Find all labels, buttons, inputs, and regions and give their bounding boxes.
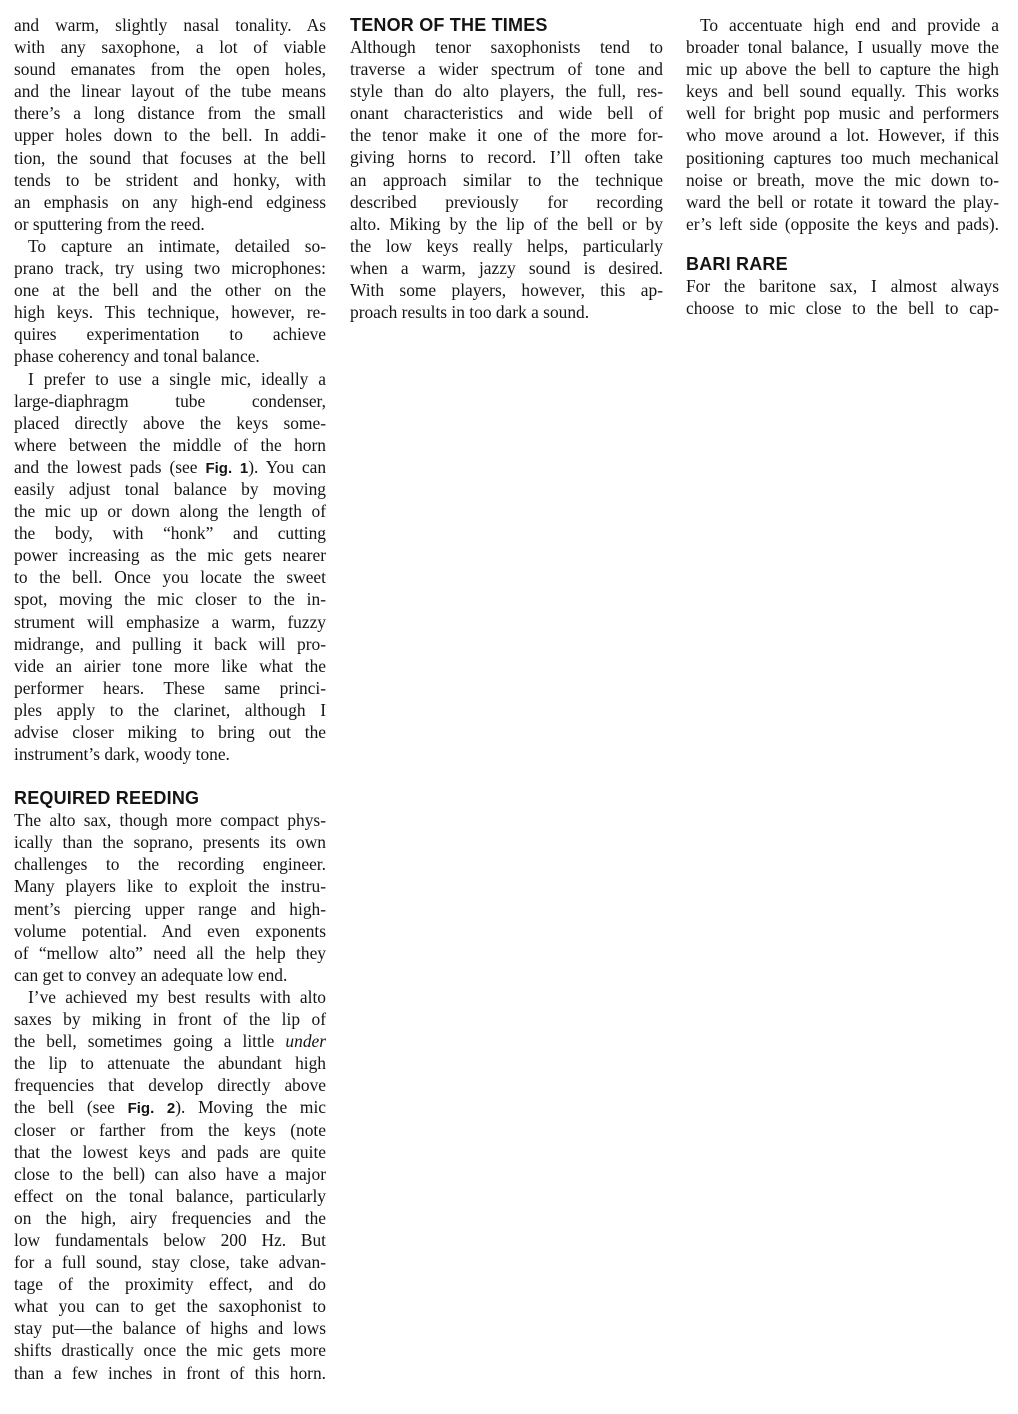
text-line: I prefer to use a single mic, ideally a — [28, 368, 326, 389]
text-line: choose to mic close to the bell to cap- — [686, 298, 999, 319]
text-line: noise or breath, move the mic down to- — [686, 169, 999, 190]
text-line: with any saxophone, a lot of viable — [14, 37, 326, 58]
text-line: Many players like to exploit the instru- — [14, 876, 326, 897]
text-line: performer hears. These same princi- — [14, 677, 326, 698]
text-line: an approach similar to the technique — [350, 169, 663, 190]
text-line: for a full sound, stay close, take advan- — [14, 1252, 326, 1273]
text-line: advise closer miking to bring out the — [14, 722, 326, 742]
text-line: upper holes down to the bell. In addi- — [14, 125, 326, 146]
text-line: one at the bell and the other on the — [14, 280, 326, 301]
text-run: ). You can — [248, 456, 327, 477]
figure-reference: Fig. 1 — [205, 459, 249, 477]
text-line: of “mellow alto” need all the help they — [14, 942, 326, 963]
text-line: ward the bell or rotate it toward the play- — [686, 191, 999, 212]
text-line: there’s a long distance from the small — [14, 103, 326, 124]
text-line: power increasing as the mic gets nearer — [14, 545, 326, 566]
text-line: volume potential. And even exponents — [14, 920, 326, 941]
text-line: Although tenor saxophonists tend to — [350, 37, 663, 57]
paragraph — [350, 36, 663, 323]
text-line: midrange, and pulling it back will pro- — [14, 633, 326, 654]
text-line: an emphasis on any high-end edginess — [14, 191, 326, 212]
text-line: on the high, airy frequencies and the — [14, 1207, 326, 1228]
text-line: alto. Miking by the lip of the bell or by — [350, 213, 663, 234]
text-line: and the linear layout of the tube means — [14, 81, 326, 102]
text-line: the lip to attenuate the abundant high — [14, 1053, 326, 1074]
paragraph — [14, 809, 326, 986]
text-line: large-diaphragm tube condenser, — [14, 390, 326, 411]
text-line: the low keys really helps, particularly — [350, 235, 663, 256]
text-line: To accentuate high end and provide a — [700, 15, 999, 35]
text-line: traverse a wider spectrum of tone and — [350, 59, 663, 80]
text-line: tion, the sound that focuses at the bell — [14, 147, 326, 168]
text-line: prano track, try using two microphones: — [14, 258, 326, 279]
text-line: shifts drastically once the mic gets more — [14, 1340, 326, 1361]
text-line — [14, 456, 326, 478]
paragraph — [686, 275, 999, 319]
text-line — [14, 1096, 326, 1118]
text-line: With some players, however, this ap- — [350, 280, 663, 301]
paragraph — [14, 986, 326, 1384]
text-line: stay put—the balance of highs and lows — [14, 1318, 326, 1339]
section-heading-bari-rare: BARI RARE — [686, 253, 788, 274]
text-line: what you can to get the saxophonist to — [14, 1296, 326, 1317]
text-line: ples apply to the clarinet, although I — [14, 699, 326, 720]
text-line: tage of the proximity effect, and do — [14, 1274, 326, 1295]
text-line: er’s left side (opposite the keys and pads). — [686, 213, 999, 234]
text-run: ). Moving the mic — [175, 1097, 326, 1118]
paragraph — [14, 14, 326, 235]
italic-emphasis: under — [285, 1031, 326, 1052]
text-line: To capture an intimate, detailed so- — [28, 235, 326, 256]
text-line: closer or farther from the keys (note — [14, 1119, 326, 1140]
spacer — [14, 765, 326, 787]
text-line: that the lowest keys and pads are quite — [14, 1141, 326, 1162]
column-1 — [14, 14, 326, 1384]
text-line: and warm, slightly nasal tonality. As — [14, 15, 326, 35]
text-line: phase coherency and tonal balance. — [14, 346, 260, 367]
text-line: low fundamentals below 200 Hz. But — [14, 1229, 326, 1250]
text-line: onant characteristics and wide bell of — [350, 103, 663, 124]
section-heading-required-reeding: REQUIRED REEDING — [14, 788, 200, 809]
paragraph — [686, 14, 999, 235]
text-line: mic up above the bell to capture the high — [686, 59, 999, 80]
text-line: when a warm, jazzy sound is desired. — [350, 257, 663, 278]
text-line: the mic up or down along the length of — [14, 501, 326, 522]
text-line: positioning captures too much mechanical — [686, 147, 999, 168]
text-line: saxes by miking in front of the lip of — [14, 1009, 326, 1030]
text-line: or sputtering from the reed. — [14, 213, 205, 234]
paragraph — [14, 235, 326, 368]
column-3 — [686, 14, 999, 319]
text-line: easily adjust tonal balance by moving — [14, 478, 326, 499]
text-line: the body, with “honk” and cutting — [14, 523, 326, 544]
text-line: where between the middle of the horn — [14, 434, 326, 455]
text-line: placed directly above the keys some- — [14, 412, 326, 433]
figure-reference: Fig. 2 — [127, 1100, 176, 1118]
text-line: described previously for recording — [350, 191, 663, 212]
text-line: sound emanates from the open holes, — [14, 59, 326, 80]
text-line: to the bell. Once you locate the sweet — [14, 567, 326, 588]
text-run: and the lowest pads (see — [14, 456, 206, 477]
text-line: close to the bell) can also have a major — [14, 1163, 326, 1184]
text-line: ically than the soprano, presents its own — [14, 832, 326, 853]
text-line: challenges to the recording engineer. — [14, 854, 326, 875]
column-2 — [350, 14, 663, 323]
text-line: effect on the tonal balance, particularly — [14, 1185, 326, 1206]
text-line: vide an airier tone more like what the — [14, 655, 326, 676]
text-line: For the baritone sax, I almost always — [686, 275, 999, 296]
text-line: I’ve achieved my best results with alto — [28, 986, 326, 1007]
text-run: the bell (see — [14, 1097, 128, 1118]
text-run: the bell, sometimes going a little — [14, 1031, 286, 1052]
text-line: instrument’s dark, woody tone. — [14, 744, 230, 765]
text-line: ment’s piercing upper range and high- — [14, 898, 326, 919]
paragraph — [14, 368, 326, 766]
section-heading-tenor-of-the-times: TENOR OF THE TIMES — [350, 15, 548, 35]
text-line: keys and bell sound equally. This works — [686, 81, 999, 102]
text-line: tends to be strident and honky, with — [14, 169, 326, 190]
text-line: style than do alto players, the full, res- — [350, 81, 663, 102]
text-line: giving horns to record. I’ll often take — [350, 147, 663, 168]
text-line: quires experimentation to achieve — [14, 324, 326, 345]
text-line: well for bright pop music and performers — [686, 103, 999, 124]
text-line: spot, moving the mic closer to the in- — [14, 589, 326, 610]
text-line: can get to convey an adequate low end. — [14, 964, 288, 985]
spacer — [686, 235, 999, 253]
text-line: proach results in too dark a sound. — [350, 302, 590, 323]
text-line: The alto sax, though more compact phys- — [14, 810, 326, 831]
text-line: the tenor make it one of the more for- — [350, 125, 663, 146]
text-line: frequencies that develop directly above — [14, 1075, 326, 1096]
text-line: who move around a lot. However, if this — [686, 125, 999, 146]
text-line: broader tonal balance, I usually move the — [686, 37, 999, 58]
text-line: high keys. This technique, however, re- — [14, 302, 326, 323]
text-line: strument will emphasize a warm, fuzzy — [14, 611, 326, 632]
text-line — [14, 1030, 326, 1052]
text-line: than a few inches in front of this horn. — [14, 1362, 326, 1383]
